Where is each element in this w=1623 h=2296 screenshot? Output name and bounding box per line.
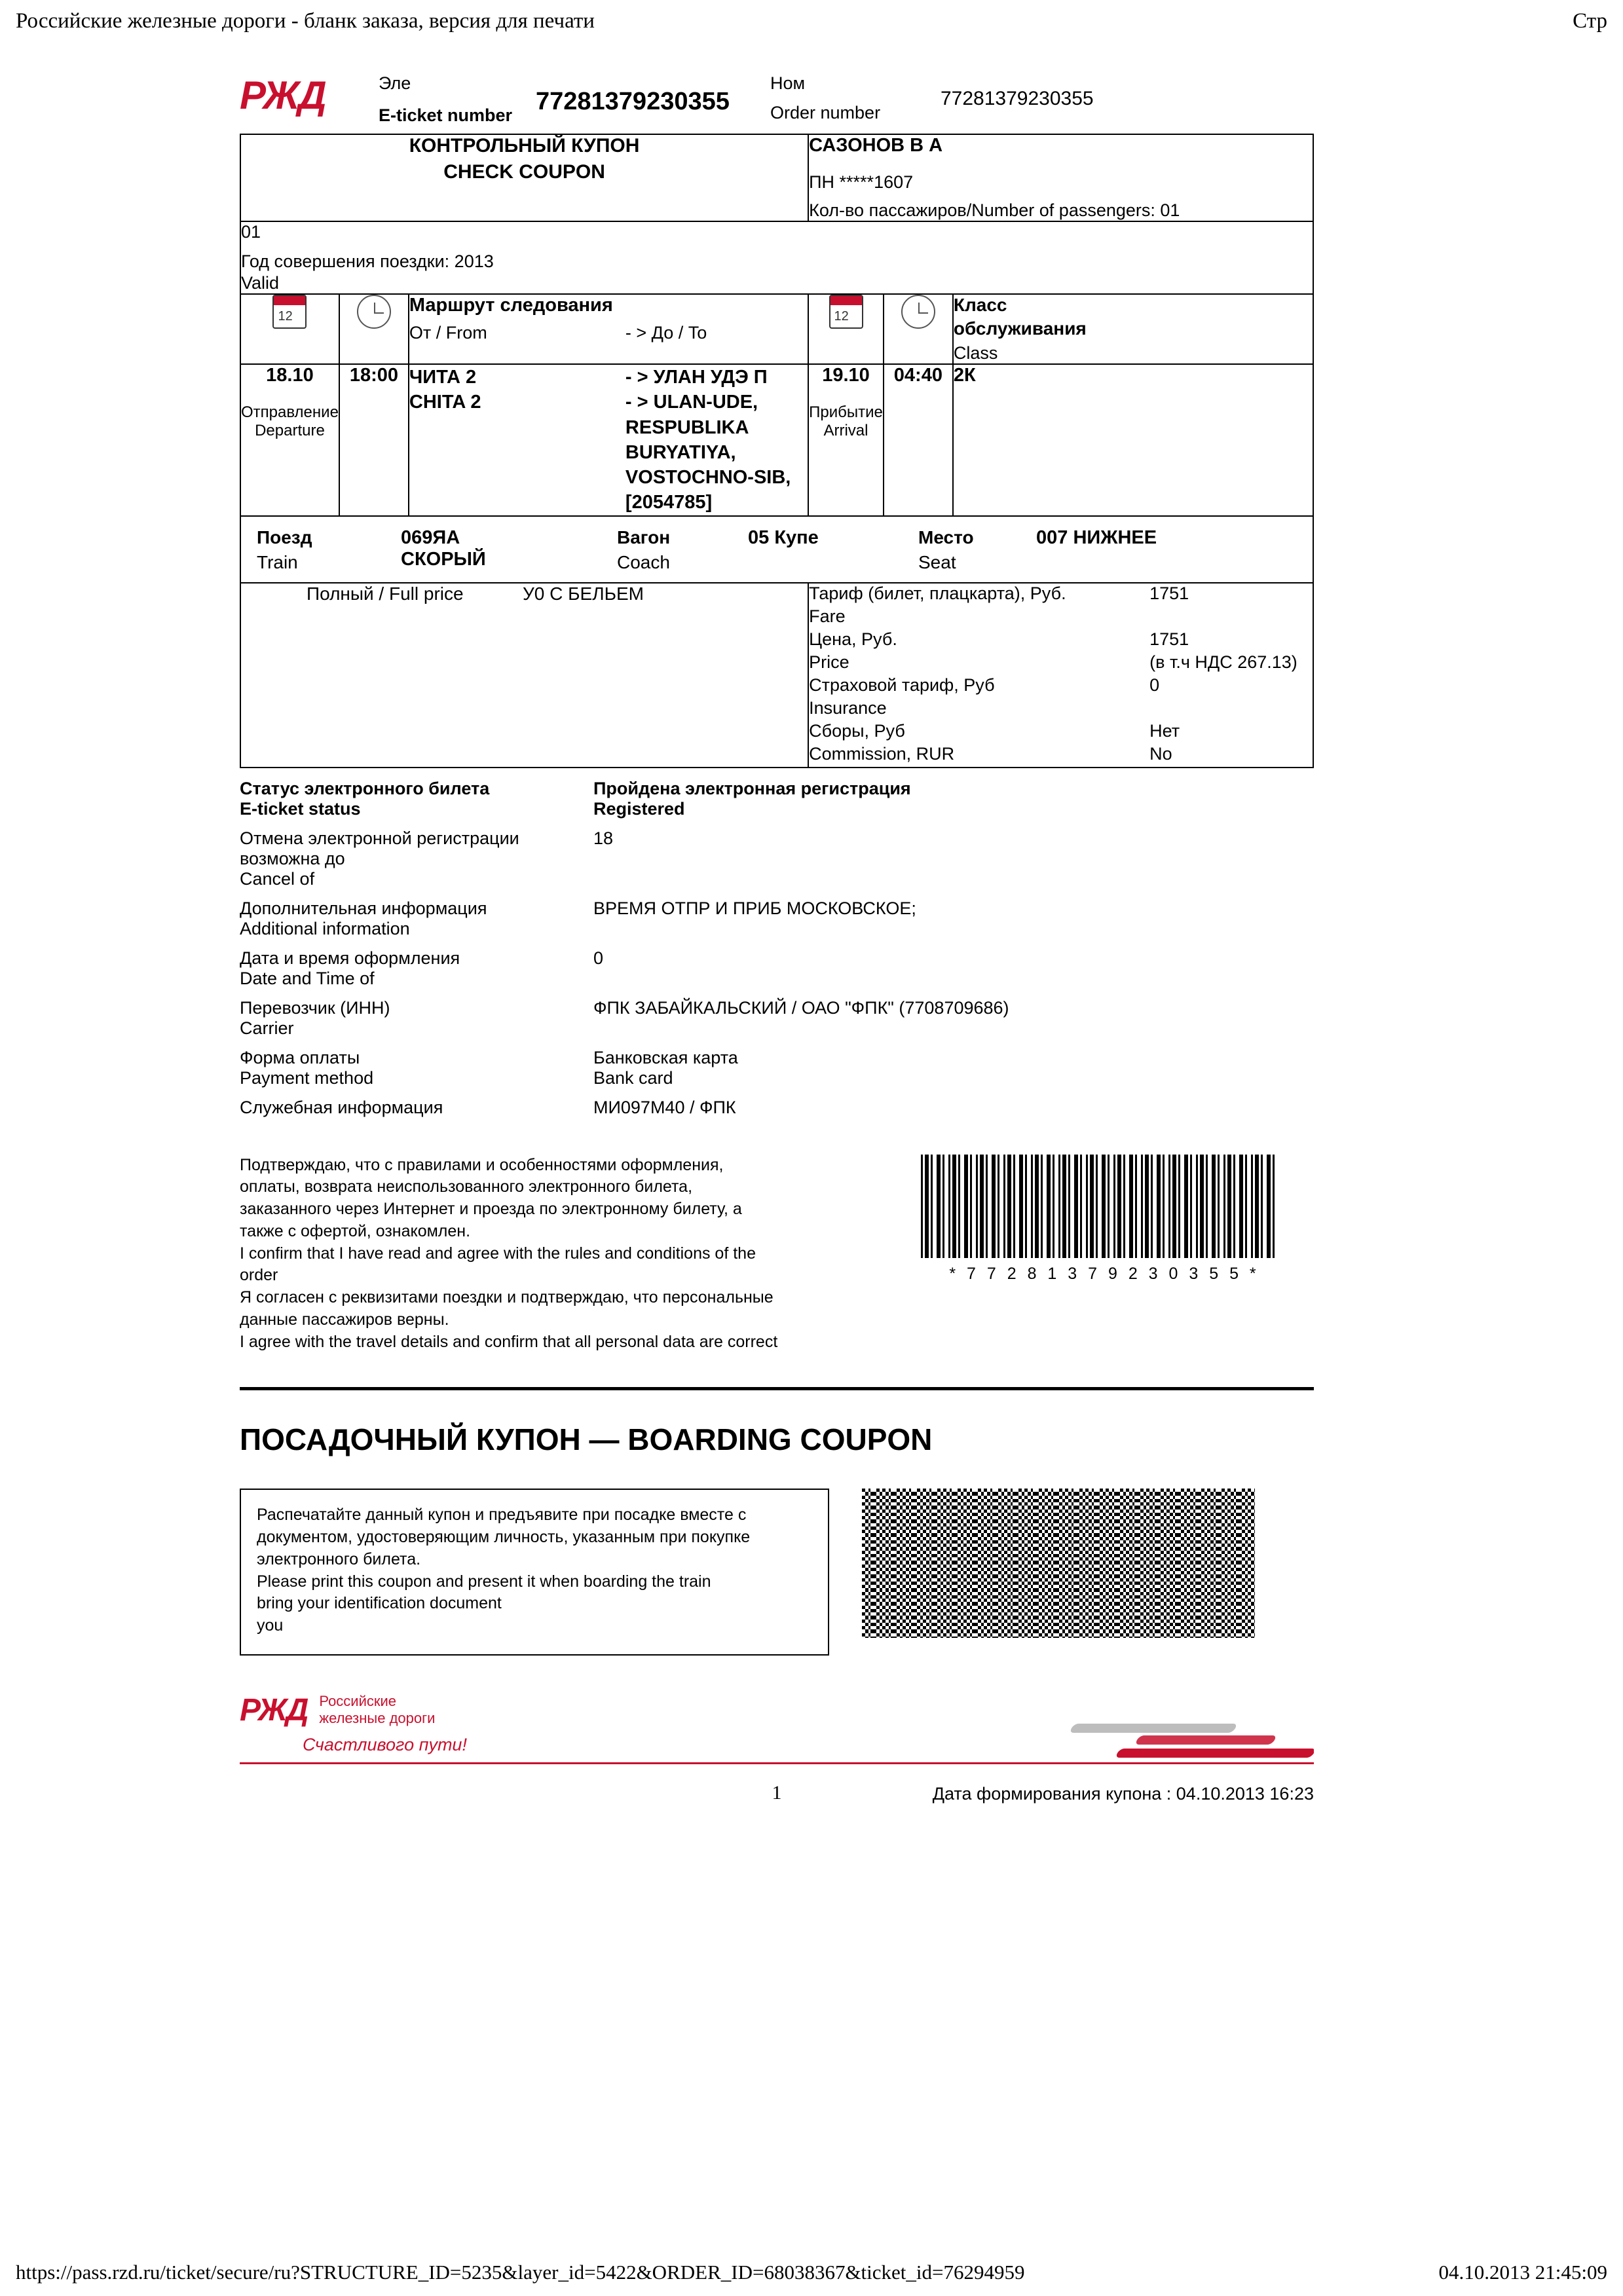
status-label-en: Date and Time of bbox=[240, 968, 375, 988]
validity-block bbox=[240, 221, 1313, 294]
fare-tariff-label-en: Fare bbox=[809, 606, 846, 626]
fare-insurance-value: 0 bbox=[1149, 675, 1160, 695]
arrival-date: 19.10 bbox=[822, 365, 870, 386]
departure-time-cell bbox=[339, 364, 409, 516]
fare-tariff-value: 1751 bbox=[1149, 583, 1189, 603]
station-to-line: VOSTOCHNO-SIB, bbox=[625, 467, 791, 489]
rzd-slogan: Счастливого пути! bbox=[303, 1734, 467, 1754]
arrival-time: 04:40 bbox=[893, 365, 942, 386]
coach-label-ru: Вагон bbox=[617, 527, 671, 547]
boarding-instruction-line: документом, удостоверяющим личность, указанным при покупке bbox=[257, 1528, 751, 1547]
fare-commission-value: Нет bbox=[1149, 720, 1180, 741]
station-to-line: BURYATIYA, bbox=[625, 441, 736, 463]
passenger-name: САЗОНОВ В А bbox=[809, 135, 943, 156]
barcode-number: * 7 7 2 8 1 3 7 9 2 3 0 3 5 5 * bbox=[949, 1264, 1259, 1283]
seat-label-en: Seat bbox=[918, 551, 956, 572]
rzd-logo-subtitle-line1: Российские bbox=[319, 1692, 397, 1709]
order-label-ru: Ном bbox=[770, 73, 806, 93]
class-label-ru-1: Класс bbox=[953, 295, 1007, 315]
coupon-generated-date: Дата формирования купона : 04.10.2013 16:23 bbox=[932, 1783, 1314, 1804]
status-value-en: Bank card bbox=[593, 1067, 673, 1088]
station-from-en: CHITA 2 bbox=[409, 392, 481, 413]
station-to-line: - > ULAN-UDE, bbox=[625, 392, 758, 413]
ticket-table bbox=[240, 134, 1314, 768]
eticket-document bbox=[240, 73, 1314, 1804]
status-label-en: Cancel of bbox=[240, 868, 315, 889]
departure-date: 18.10 bbox=[266, 365, 314, 386]
departure-label-en: Departure bbox=[255, 422, 325, 439]
eticket-label bbox=[379, 73, 536, 126]
fare-service-note: У0 С БЕЛЬЕМ bbox=[523, 583, 644, 604]
fare-price-label-en: Price bbox=[809, 652, 849, 672]
status-row bbox=[240, 828, 1314, 889]
status-label-ru: Дата и время оформления bbox=[240, 948, 460, 968]
departure-clock-icon-cell bbox=[339, 294, 409, 364]
order-number: 77281379230355 bbox=[941, 88, 1094, 109]
class-value: 2К bbox=[953, 364, 1313, 516]
rzd-logo bbox=[240, 73, 379, 115]
rzd-footer-band bbox=[240, 1692, 1314, 1768]
agreement-text bbox=[240, 1155, 882, 1354]
calendar-icon-label: 12 bbox=[834, 309, 849, 324]
fare-price-note: (в т.ч НДС 267.13) bbox=[1149, 652, 1297, 672]
coach-number: 05 Купе bbox=[748, 527, 819, 548]
rzd-swoosh-graphic bbox=[1032, 1721, 1314, 1762]
fare-full-price-label: Полный / Full price bbox=[307, 583, 464, 604]
status-label-en: Additional information bbox=[240, 918, 410, 938]
route-header bbox=[409, 294, 808, 364]
stations-cell bbox=[409, 364, 808, 516]
passenger-count: Кол-во пассажиров/Number of passengers: 01 bbox=[809, 200, 1180, 220]
check-coupon-title bbox=[240, 134, 808, 221]
print-header-page: Стр bbox=[1573, 9, 1607, 33]
train-label bbox=[241, 527, 401, 573]
status-row bbox=[240, 1048, 1314, 1088]
fare-commission-value-en: No bbox=[1149, 743, 1172, 764]
station-to-line: RESPUBLIKA bbox=[625, 417, 749, 438]
check-coupon-title-ru: КОНТРОЛЬНЫЙ КУПОН bbox=[409, 135, 640, 157]
boarding-instruction-line: bring your identification document bbox=[257, 1594, 502, 1613]
train-label-ru: Поезд bbox=[257, 527, 312, 547]
barcode-block bbox=[882, 1155, 1288, 1354]
arrival-clock-icon-cell bbox=[884, 294, 953, 364]
agreement-block bbox=[240, 1155, 1314, 1354]
status-value: МИ097М40 / ФПК bbox=[593, 1097, 736, 1117]
seat-number: 007 НИЖНЕЕ bbox=[1036, 527, 1157, 548]
status-label-en: Carrier bbox=[240, 1018, 294, 1038]
ticket-header bbox=[240, 73, 1314, 134]
agreement-line: данные пассажиров верны. bbox=[240, 1310, 449, 1329]
eticket-label-en: E-ticket number bbox=[379, 105, 513, 125]
status-value: Банковская карта bbox=[593, 1047, 738, 1067]
agreement-line: также с офертой, ознакомлен. bbox=[240, 1221, 471, 1240]
boarding-instruction-line: электронного билета. bbox=[257, 1549, 421, 1568]
arrival-time-cell bbox=[884, 364, 953, 516]
print-footer-url: https://pass.rzd.ru/ticket/secure/ru?STRUCTURE_ID=5235&layer_id=5422&ORDER_ID=68038367&ticket_id=76294959 bbox=[16, 2261, 1025, 2284]
boarding-instruction-line: Please print this coupon and present it when boarding the train bbox=[257, 1572, 711, 1591]
status-head-left-en: E-ticket status bbox=[240, 798, 361, 819]
status-row bbox=[240, 898, 1314, 939]
train-type: СКОРЫЙ bbox=[401, 548, 486, 570]
route-header-row bbox=[240, 294, 1313, 364]
train-value bbox=[401, 527, 617, 570]
train-info bbox=[240, 516, 1313, 583]
agreement-line: оплаты, возврата неиспользованного электронного билета, bbox=[240, 1177, 693, 1196]
rzd-logo-text: РЖД bbox=[240, 1692, 308, 1728]
coupon-title-row bbox=[240, 134, 1313, 221]
validity-row bbox=[240, 221, 1313, 294]
agreement-line: I agree with the travel details and confirm that all personal data are correct bbox=[240, 1332, 778, 1351]
coach-label bbox=[617, 527, 748, 573]
arrival-date-cell bbox=[808, 364, 884, 516]
boarding-coupon-title: ПОСАДОЧНЫЙ КУПОН — BOARDING COUPON bbox=[240, 1422, 933, 1457]
station-from-ru: ЧИТА 2 bbox=[409, 367, 477, 388]
boarding-instruction-line: Распечатайте данный купон и предъявите при посадке вместе с bbox=[257, 1506, 747, 1525]
station-to-line: [2054785] bbox=[625, 492, 713, 513]
station-to-line: - > УЛАН УДЭ П bbox=[625, 367, 768, 388]
class-label-ru-2: обслуживания bbox=[953, 318, 1087, 339]
browser-print-header bbox=[16, 9, 1607, 33]
section-divider bbox=[240, 1387, 1314, 1390]
status-row bbox=[240, 1098, 1314, 1118]
departure-calendar-icon-cell bbox=[240, 294, 339, 364]
passenger-document: ПН *****1607 bbox=[809, 172, 914, 192]
station-to bbox=[625, 365, 791, 515]
arrival-calendar-icon-cell bbox=[808, 294, 884, 364]
check-coupon-title-en: CHECK COUPON bbox=[443, 161, 605, 183]
fare-insurance-label-en: Insurance bbox=[809, 697, 887, 718]
rzd-logo-text: РЖД bbox=[240, 73, 326, 117]
fare-commission-label-en: Commission, RUR bbox=[809, 743, 955, 764]
validity-label-en: Valid bbox=[241, 273, 280, 293]
barcode-image bbox=[921, 1155, 1275, 1258]
class-header bbox=[953, 294, 1313, 364]
order-label bbox=[752, 73, 941, 123]
fare-price-label-ru: Цена, Руб. bbox=[809, 629, 897, 649]
fare-row bbox=[240, 583, 1313, 768]
departure-date-cell bbox=[240, 364, 339, 516]
status-row bbox=[240, 998, 1314, 1039]
rzd-logo-subtitle bbox=[319, 1693, 435, 1728]
fare-insurance-label-ru: Страховой тариф, Руб bbox=[809, 675, 995, 695]
calendar-icon bbox=[272, 295, 307, 329]
fare-left-block bbox=[240, 583, 808, 768]
print-header-title: Российские железные дороги - бланк заказа, версия для печати bbox=[16, 9, 595, 33]
browser-print-footer bbox=[16, 2261, 1607, 2284]
train-label-en: Train bbox=[257, 551, 298, 572]
fare-right-block bbox=[808, 583, 1313, 768]
validity-year: Год совершения поездки: 2013 bbox=[241, 251, 494, 271]
calendar-icon-label: 12 bbox=[278, 309, 293, 324]
coach-value bbox=[748, 527, 918, 549]
status-label-ru: Перевозчик (ИНН) bbox=[240, 997, 390, 1018]
class-label-en: Class bbox=[953, 343, 998, 363]
passenger-block bbox=[808, 134, 1313, 221]
boarding-barcode-block bbox=[829, 1489, 1255, 1656]
seat-label bbox=[918, 527, 1036, 573]
agreement-line: Подтверждаю, что с правилами и особенностями оформления, bbox=[240, 1155, 724, 1174]
status-row bbox=[240, 948, 1314, 989]
agreement-line: Я согласен с реквизитами поездки и подтверждаю, что персональные bbox=[240, 1288, 774, 1307]
boarding-instruction-line: you bbox=[257, 1616, 284, 1635]
fare-commission-label-ru: Сборы, Руб bbox=[809, 720, 905, 741]
boarding-coupon-body bbox=[240, 1489, 1314, 1656]
agreement-line: заказанного через Интернет и проезда по электронному билету, а bbox=[240, 1200, 742, 1219]
departure-label-ru: Отправление bbox=[241, 403, 339, 421]
route-from-label: От / From bbox=[409, 323, 487, 343]
status-head-left-ru: Статус электронного билета bbox=[240, 778, 490, 798]
clock-icon bbox=[357, 295, 391, 329]
train-number: 069ЯА bbox=[401, 527, 460, 548]
status-label-ru: Отмена электронной регистрации возможна до bbox=[240, 828, 519, 868]
eticket-label-ru: Эле bbox=[379, 73, 411, 93]
train-row bbox=[240, 516, 1313, 583]
agreement-line: order bbox=[240, 1266, 278, 1285]
arrival-label-en: Arrival bbox=[823, 422, 868, 439]
fare-tariff-label-ru: Тариф (билет, плацкарта), Руб. bbox=[809, 583, 1066, 603]
coach-label-en: Coach bbox=[617, 551, 670, 572]
eticket-status-block bbox=[240, 779, 1314, 1118]
boarding-instructions bbox=[240, 1489, 829, 1656]
document-page-number: 1 bbox=[772, 1781, 782, 1804]
pdf417-barcode-image bbox=[862, 1489, 1255, 1638]
print-footer-timestamp: 04.10.2013 21:45:09 bbox=[1438, 2261, 1607, 2284]
status-head-right-en: Registered bbox=[593, 798, 685, 819]
band-rule bbox=[240, 1762, 1314, 1764]
route-title: Маршрут следования bbox=[409, 295, 613, 316]
rzd-logo-subtitle-line2: железные дороги bbox=[319, 1710, 436, 1727]
route-values-row bbox=[240, 364, 1313, 516]
status-label-en: Payment method bbox=[240, 1067, 374, 1088]
status-value: ВРЕМЯ ОТПР И ПРИБ МОСКОВСКОЕ; bbox=[593, 898, 916, 918]
order-label-en: Order number bbox=[770, 103, 881, 122]
status-label-ru: Служебная информация bbox=[240, 1097, 443, 1117]
status-head-right-ru: Пройдена электронная регистрация bbox=[593, 778, 911, 798]
clock-icon bbox=[901, 295, 935, 329]
arrival-label-ru: Прибытие bbox=[809, 403, 883, 421]
seat-label-ru: Место bbox=[918, 527, 974, 547]
agreement-line: I confirm that I have read and agree with the rules and conditions of the bbox=[240, 1244, 756, 1263]
departure-time: 18:00 bbox=[349, 365, 398, 386]
calendar-icon bbox=[829, 295, 863, 329]
station-from bbox=[409, 365, 625, 515]
status-label-ru: Форма оплаты bbox=[240, 1047, 360, 1067]
status-value: 0 bbox=[593, 948, 604, 968]
eticket-number: 77281379230355 bbox=[536, 88, 730, 115]
seat-value bbox=[1036, 527, 1157, 549]
status-value: 18 bbox=[593, 828, 614, 848]
status-value: ФПК ЗАБАЙКАЛЬСКИЙ / ОАО "ФПК" (7708709686) bbox=[593, 997, 1009, 1018]
status-label-ru: Дополнительная информация bbox=[240, 898, 487, 918]
route-to-label: - > До / To bbox=[625, 323, 707, 343]
fare-price-value: 1751 bbox=[1149, 629, 1189, 649]
validity-number: 01 bbox=[241, 222, 261, 242]
